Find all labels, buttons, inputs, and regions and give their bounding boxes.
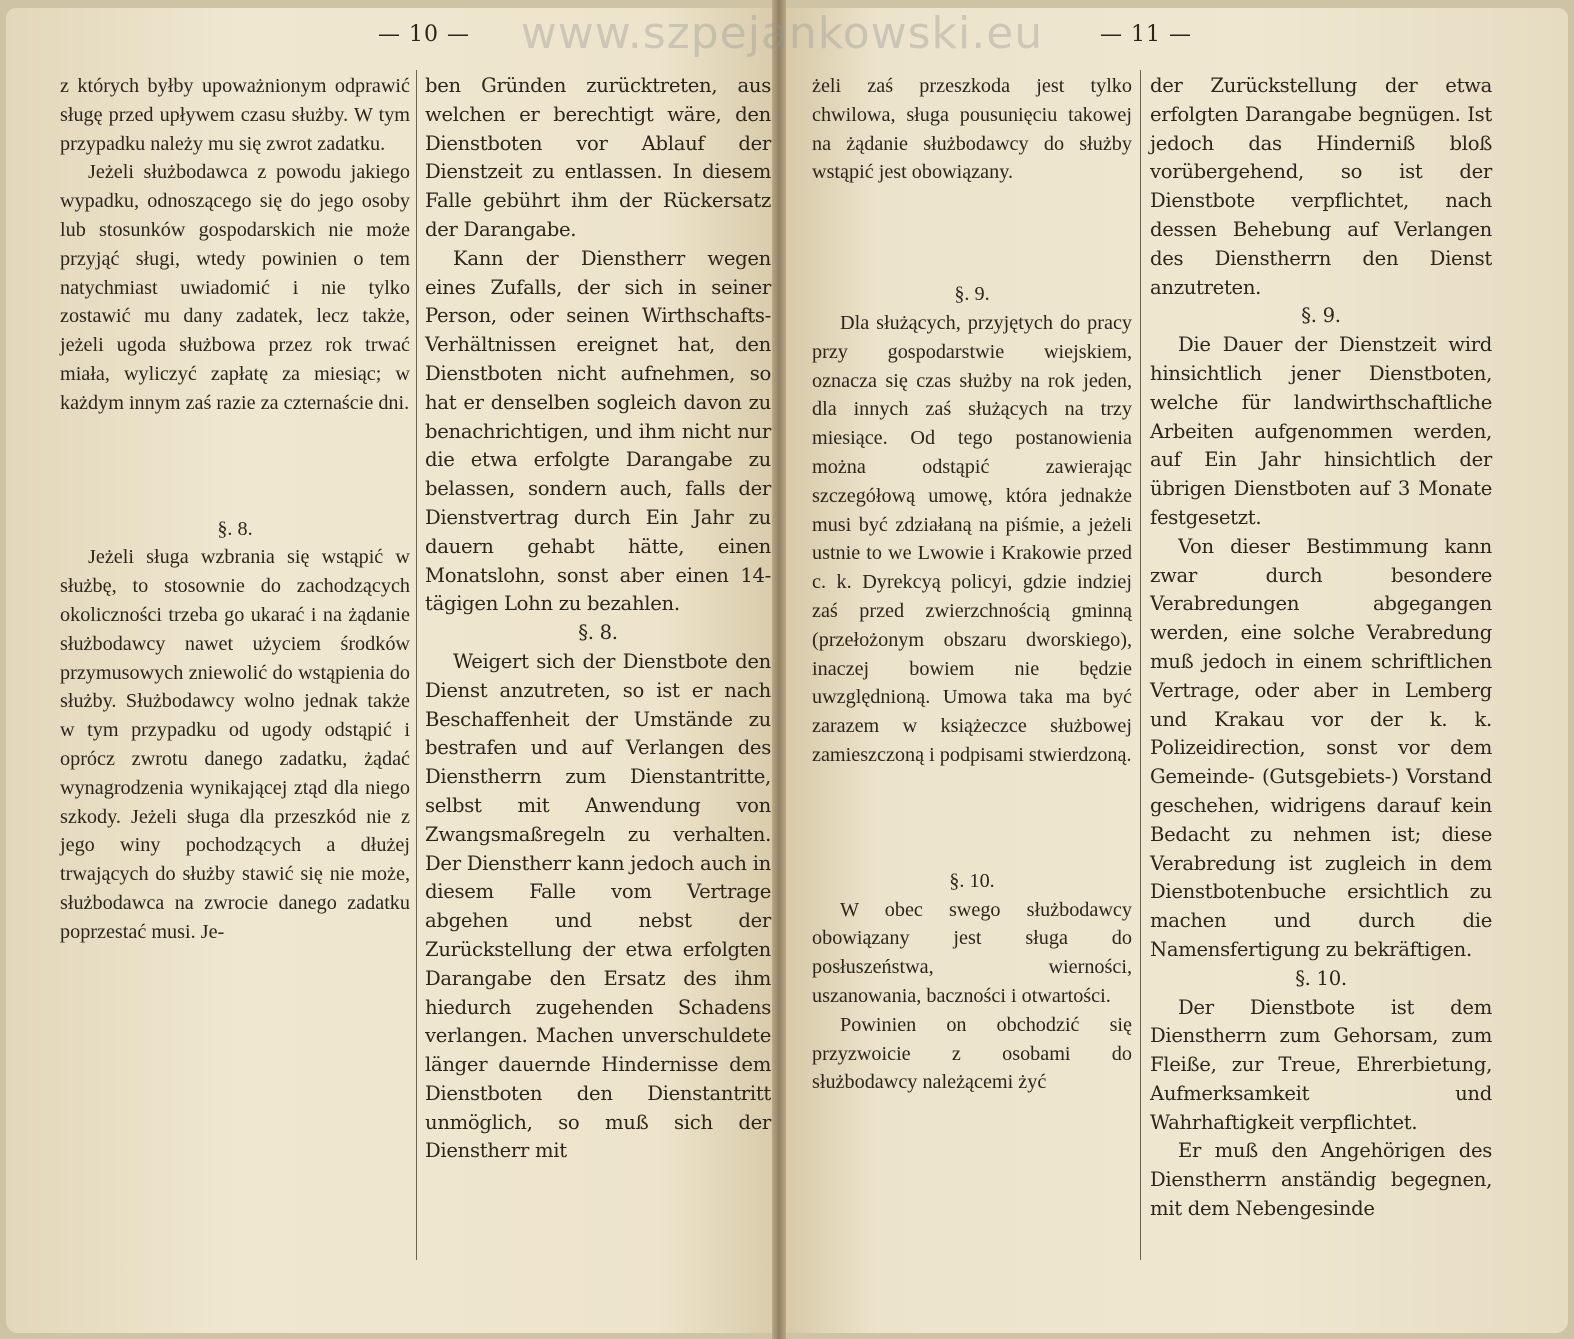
- section-heading-8: §. 8.: [217, 517, 253, 540]
- paragraph: Weigert sich der Dienstbote den Dienst anzutreten, so ist er nach Beschaffenheit der Umstände zu bestrafen und auf Verlangen des Dienstherrn zum Dienstantritte, selbst mit Anwendung von Zwangsmaßregeln zu verhalten. Der Dienstherr kann jedoch auch in diesem Falle vom Vertrage abgehen und nebst der Zurückstellung der etwa erfolgten Darangabe den Ersatz des ihm hiedurch zugehenden Schadens verlangen. Machen unverschuldete länger dauernde Hindernisse dem Dienstboten den Dienstantritt unmöglich, so muß sich der Dienstherr mit: [425, 649, 771, 1163]
- right-column-divider: [1140, 70, 1141, 1260]
- paragraph: der Zurückstellung der etwa erfolgten Darangabe begnügen. Ist jedoch das Hinderniß bloß vorübergehend, so ist der Dienstbote verpflichtet, nach dessen Behebung auf Verlangen des Dienstherrn den Dienst anzutreten.: [1150, 74, 1492, 299]
- paragraph: Jeżeli służbodawca z powodu jakiego wypadku, odnoszącego się do jego osoby lub stosunków gospodarskich nie może przyjąć sługi, wtedy powinien o tem natychmiast uwiadomić i nie tylko zostawić mu dany zadatek, lecz także, jeżeli ugoda służbowa przez rok trwać miała, wyliczyć zapłatę za miesiąc; w każdym innym zaś razie za czternaście dni.: [60, 161, 410, 414]
- paragraph: Jeżeli sługa wzbrania się wstąpić w służbę, to stosownie do zachodzących okoliczności trzeba go ukarać i na żądanie służbodawcy nawet użyciem środków przymusowych zniewolić do wstąpienia do służby. Służbodawcy wolno jednak także w tym przypadku od ugody odstąpić i oprócz zwrotu danego zadatku, żądać wynagrodzenia wynikającej ztąd dla niego szkody. Jeżeli sługa dla przeszkód nie z jego winy pochodzących a dłużej trwających do służby stawić się nie może, służbodawca na zwrocie danego zadatku poprzestać musi. Je-: [60, 546, 410, 943]
- paragraph: z których byłby upoważnionym odprawić sługę przed upływem czasu służby. W tym przypadku należy mu się zwrot zadatku.: [60, 75, 410, 155]
- paragraph: W obec swego służbodawcy obowiązany jest sługa do posłuszeństwa, wierności, uszanowania, baczności i otwartości.: [812, 898, 1132, 1007]
- paragraph: Kann der Dienstherr wegen eines Zufalls, der sich in seiner Person, oder seinen Wirthschafts-Verhältnissen ereignet hat, den Dienstboten nicht aufnehmen, so hat er denselben sogleich davon zu benachrichtigen, und ihm nicht nur die etwa erfolgte Darangabe zu belassen, sondern auch, falls der Dienstvertrag durch Ein Jahr zu dauern gehabt hätte, einen Monatslohn, sonst aber einen 14-tägigen Lohn zu bezahlen.: [425, 246, 771, 616]
- section-heading-10: §. 10.: [949, 869, 995, 892]
- left-column-divider: [416, 70, 417, 1260]
- book-gutter: [772, 0, 786, 1339]
- section-heading-10: §. 10.: [1295, 966, 1347, 990]
- right-page-number: — 11 —: [1100, 22, 1192, 47]
- paragraph: Die Dauer der Dienstzeit wird hinsichtlich jener Dienstboten, welche für landwirthschaftliche Arbeiten aufgenommen werden, auf Ein Jahr hinsichtlich der übrigen Dienstboten auf 3 Monate festgesetzt.: [1150, 333, 1492, 529]
- paragraph: Powinien on obchodzić się przyzwoicie z osobami do służbodawcy należącemi żyć: [812, 1013, 1132, 1094]
- paragraph: Er muß den Angehörigen des Dienstherrn anständig begegnen, mit dem Nebengesinde: [1150, 1139, 1492, 1221]
- paragraph: żeli zaś przeszkoda jest tylko chwilowa, sługa pousunięciu takowej na żądanie służbodawcy do służby wstąpić jest obowiązany.: [812, 75, 1132, 184]
- paragraph: Von dieser Bestimmung kann zwar durch besondere Verabredungen abgegangen werden, eine solche Verabredung muß jedoch in einem schriftlichen Vertrage, oder aber in Lemberg und Krakau vor der k. k. Polizeidirection, sonst vor dem Gemeinde- (Gutsgebiets-) Vorstand geschehen, widrigens darauf kein Bedacht zu nehmen ist; diese Verabredung ist zugleich in dem Dienstbotenbuche ersichtlich zu machen und durch die Namensfertigung zu bekräftigen.: [1150, 534, 1492, 961]
- right-polish-column: [812, 72, 1132, 1097]
- right-german-column: [1150, 72, 1492, 1224]
- paragraph: Der Dienstbote ist dem Dienstherrn zum Gehorsam, zum Fleiße, zur Treue, Ehrerbietung, Aufmerksamkeit und Wahrhaftigkeit verpflichtet.: [1150, 995, 1492, 1134]
- paragraph: Dla służących, przyjętych do pracy przy gospodarstwie wiejskiem, oznacza się czas służby na rok jeden, dla innych zaś służących na trzy miesiące. Od tego postanowienia można odstąpić zawierając szczegółową umowę, która jednakże musi być zdziałaną na piśmie, a jeżeli ustnie to we Lwowie i Krakowie przed c. k. Dyrekcyą policyi, gdzie indziej zaś przed zwierzchnością gminną (przełożonym obszaru dworskiego), inaczej bowiem nie będzie uwzględnioną. Umowa taka ma być zarazem w książeczce służbowej zamieszczoną i podpisami stwierdzoną.: [812, 311, 1132, 766]
- left-german-column: [425, 72, 771, 1166]
- paragraph: ben Gründen zurücktreten, aus welchen er berechtigt wäre, den Dienstboten vor Ablauf der Dienstzeit zu entlassen. In diesem Falle gebührt ihm der Rückersatz der Darangabe.: [425, 74, 771, 241]
- watermark-text: www.szpejankowski.eu: [520, 8, 1044, 59]
- section-heading-9: §. 9.: [1301, 304, 1341, 328]
- section-heading-8: §. 8.: [578, 621, 618, 645]
- left-page-number: — 10 —: [378, 22, 470, 47]
- left-polish-column: [60, 72, 410, 947]
- section-heading-9: §. 9.: [954, 283, 990, 306]
